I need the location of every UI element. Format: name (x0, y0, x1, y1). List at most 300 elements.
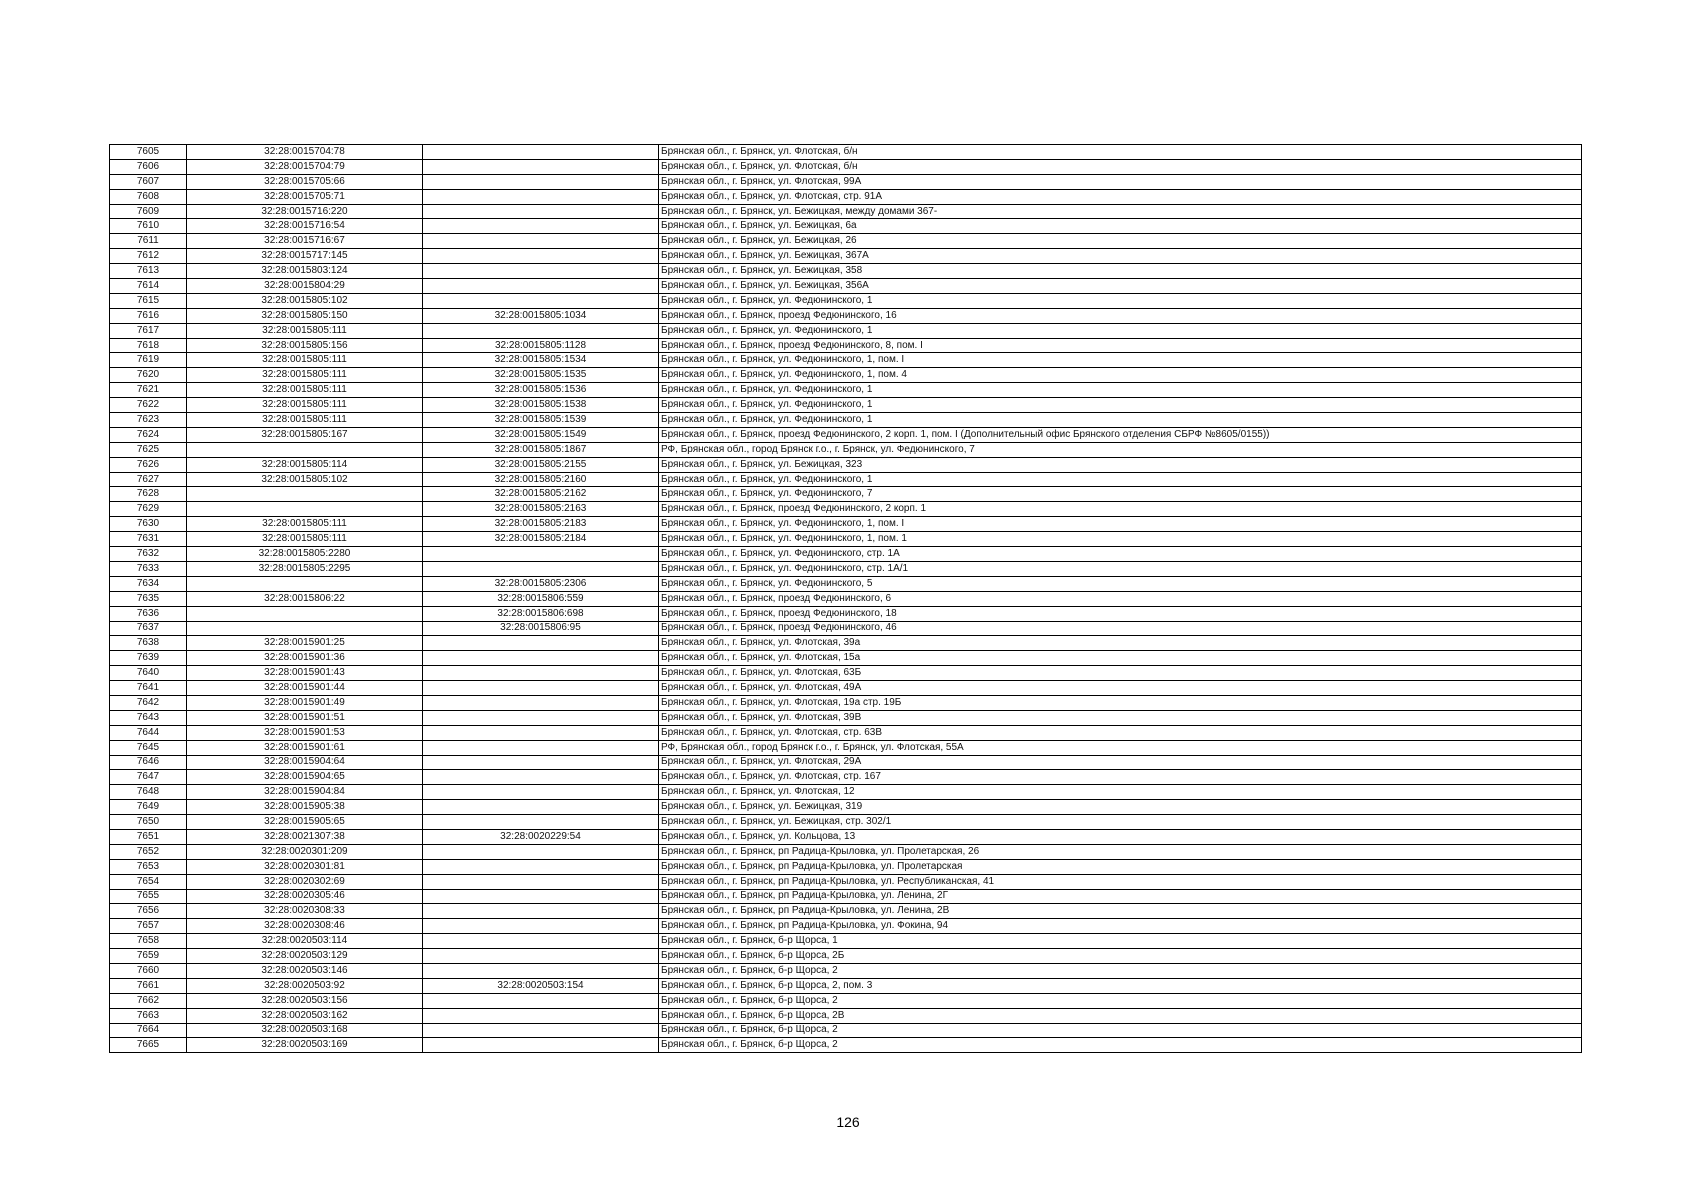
row-number-cell: 7661 (110, 978, 187, 993)
address-cell: Брянская обл., г. Брянск, ул. Флотская, 39В (659, 710, 1582, 725)
address-cell: Брянская обл., г. Брянск, ул. Федюнинского, 1 (659, 323, 1582, 338)
row-number-cell: 7645 (110, 740, 187, 755)
inner-cadastral-number-cell (423, 547, 659, 562)
cadastral-number-cell: 32:28:0015901:49 (187, 695, 423, 710)
row-number-cell: 7659 (110, 949, 187, 964)
cadastral-number-cell (187, 442, 423, 457)
cadastral-number-cell: 32:28:0015805:111 (187, 323, 423, 338)
cadastral-number-cell: 32:28:0015805:167 (187, 427, 423, 442)
inner-cadastral-number-cell (423, 934, 659, 949)
inner-cadastral-number-cell (423, 204, 659, 219)
table-row (110, 308, 1582, 323)
table-row (110, 1023, 1582, 1038)
address-cell: Брянская обл., г. Брянск, ул. Флотская, 29А (659, 755, 1582, 770)
address-cell: Брянская обл., г. Брянск, б-р Щорса, 1 (659, 934, 1582, 949)
row-number-cell: 7624 (110, 427, 187, 442)
inner-cadastral-number-cell (423, 219, 659, 234)
inner-cadastral-number-cell: 32:28:0015805:1535 (423, 368, 659, 383)
row-number-cell: 7621 (110, 383, 187, 398)
cadastral-number-cell: 32:28:0020308:46 (187, 919, 423, 934)
cadastral-number-cell (187, 487, 423, 502)
table-row (110, 532, 1582, 547)
inner-cadastral-number-cell (423, 725, 659, 740)
inner-cadastral-number-cell (423, 859, 659, 874)
inner-cadastral-number-cell: 32:28:0015805:2306 (423, 576, 659, 591)
cadastral-number-cell (187, 502, 423, 517)
cadastral-number-cell: 32:28:0021307:38 (187, 829, 423, 844)
cadastral-number-cell: 32:28:0015901:43 (187, 666, 423, 681)
address-cell: Брянская обл., г. Брянск, ул. Флотская, 39а (659, 636, 1582, 651)
table-row (110, 293, 1582, 308)
inner-cadastral-number-cell: 32:28:0015805:1867 (423, 442, 659, 457)
row-number-cell: 7614 (110, 279, 187, 294)
table-row (110, 234, 1582, 249)
address-cell: Брянская обл., г. Брянск, ул. Федюнинского, стр. 1А/1 (659, 561, 1582, 576)
table-row (110, 353, 1582, 368)
table-body (110, 145, 1582, 1053)
row-number-cell: 7633 (110, 561, 187, 576)
inner-cadastral-number-cell (423, 561, 659, 576)
cadastral-number-cell (187, 606, 423, 621)
cadastral-number-cell: 32:28:0020503:129 (187, 949, 423, 964)
row-number-cell: 7663 (110, 1008, 187, 1023)
inner-cadastral-number-cell: 32:28:0015805:2184 (423, 532, 659, 547)
row-number-cell: 7613 (110, 264, 187, 279)
address-cell: Брянская обл., г. Брянск, проезд Федюнинского, 8, пом. I (659, 338, 1582, 353)
inner-cadastral-number-cell (423, 159, 659, 174)
cadastral-number-cell: 32:28:0015704:79 (187, 159, 423, 174)
address-cell: Брянская обл., г. Брянск, ул. Федюнинского, 1 (659, 472, 1582, 487)
cadastral-number-cell: 32:28:0015805:102 (187, 293, 423, 308)
table-row (110, 919, 1582, 934)
cadastral-number-cell (187, 576, 423, 591)
address-cell: Брянская обл., г. Брянск, ул. Федюнинского, стр. 1А (659, 547, 1582, 562)
row-number-cell: 7639 (110, 651, 187, 666)
address-cell: Брянская обл., г. Брянск, рп Радица-Крыловка, ул. Пролетарская, 26 (659, 844, 1582, 859)
inner-cadastral-number-cell (423, 145, 659, 160)
address-cell: Брянская обл., г. Брянск, ул. Федюнинского, 1, пом. I (659, 353, 1582, 368)
row-number-cell: 7606 (110, 159, 187, 174)
address-cell: Брянская обл., г. Брянск, ул. Флотская, 99А (659, 174, 1582, 189)
inner-cadastral-number-cell (423, 889, 659, 904)
address-cell: Брянская обл., г. Брянск, ул. Федюнинского, 7 (659, 487, 1582, 502)
row-number-cell: 7646 (110, 755, 187, 770)
cadastral-number-cell: 32:28:0015805:111 (187, 517, 423, 532)
address-cell: Брянская обл., г. Брянск, ул. Федюнинского, 5 (659, 576, 1582, 591)
cadastral-number-cell: 32:28:0015805:111 (187, 383, 423, 398)
table-row (110, 159, 1582, 174)
table-row (110, 383, 1582, 398)
table-row (110, 264, 1582, 279)
cadastral-number-cell: 32:28:0015806:22 (187, 591, 423, 606)
table-row (110, 457, 1582, 472)
cadastral-number-cell: 32:28:0015805:102 (187, 472, 423, 487)
table-row (110, 755, 1582, 770)
inner-cadastral-number-cell (423, 1008, 659, 1023)
address-cell: Брянская обл., г. Брянск, ул. Флотская, 63Б (659, 666, 1582, 681)
address-cell: Брянская обл., г. Брянск, б-р Щорса, 2Б (659, 949, 1582, 964)
address-cell: Брянская обл., г. Брянск, ул. Бежицкая, 26 (659, 234, 1582, 249)
table-row (110, 547, 1582, 562)
address-cell: Брянская обл., г. Брянск, ул. Бежицкая, между домами 367- (659, 204, 1582, 219)
inner-cadastral-number-cell (423, 904, 659, 919)
cadastral-number-cell: 32:28:0015805:111 (187, 413, 423, 428)
address-cell: Брянская обл., г. Брянск, ул. Федюнинского, 1 (659, 383, 1582, 398)
cadastral-number-cell: 32:28:0020503:162 (187, 1008, 423, 1023)
row-number-cell: 7665 (110, 1038, 187, 1053)
table-row (110, 829, 1582, 844)
address-cell: Брянская обл., г. Брянск, ул. Флотская, б/н (659, 145, 1582, 160)
table-row (110, 398, 1582, 413)
table-row (110, 681, 1582, 696)
inner-cadastral-number-cell (423, 993, 659, 1008)
address-cell: Брянская обл., г. Брянск, б-р Щорса, 2, пом. 3 (659, 978, 1582, 993)
address-cell: Брянская обл., г. Брянск, ул. Флотская, 19а стр. 19Б (659, 695, 1582, 710)
inner-cadastral-number-cell: 32:28:0015805:2160 (423, 472, 659, 487)
cadastral-number-cell: 32:28:0015901:61 (187, 740, 423, 755)
table-row (110, 636, 1582, 651)
row-number-cell: 7610 (110, 219, 187, 234)
address-cell: Брянская обл., г. Брянск, б-р Щорса, 2 (659, 1023, 1582, 1038)
inner-cadastral-number-cell (423, 1023, 659, 1038)
row-number-cell: 7651 (110, 829, 187, 844)
inner-cadastral-number-cell (423, 681, 659, 696)
cadastral-number-cell: 32:28:0020503:114 (187, 934, 423, 949)
address-cell: Брянская обл., г. Брянск, ул. Бежицкая, стр. 302/1 (659, 815, 1582, 830)
table-row (110, 666, 1582, 681)
table-row (110, 770, 1582, 785)
address-cell: Брянская обл., г. Брянск, проезд Федюнинского, 2 корп. 1 (659, 502, 1582, 517)
row-number-cell: 7640 (110, 666, 187, 681)
address-cell: Брянская обл., г. Брянск, рп Радица-Крыловка, ул. Ленина, 2Г (659, 889, 1582, 904)
row-number-cell: 7618 (110, 338, 187, 353)
inner-cadastral-number-cell (423, 695, 659, 710)
row-number-cell: 7630 (110, 517, 187, 532)
inner-cadastral-number-cell (423, 919, 659, 934)
cadastral-number-cell: 32:28:0015805:111 (187, 368, 423, 383)
inner-cadastral-number-cell: 32:28:0015805:1034 (423, 308, 659, 323)
row-number-cell: 7641 (110, 681, 187, 696)
inner-cadastral-number-cell (423, 1038, 659, 1053)
table-row (110, 249, 1582, 264)
table-row (110, 472, 1582, 487)
address-cell: Брянская обл., г. Брянск, ул. Флотская, 12 (659, 785, 1582, 800)
cadastral-number-cell: 32:28:0020301:81 (187, 859, 423, 874)
table-row (110, 576, 1582, 591)
cadastral-number-cell: 32:28:0015901:53 (187, 725, 423, 740)
address-cell: Брянская обл., г. Брянск, ул. Флотская, стр. 167 (659, 770, 1582, 785)
inner-cadastral-number-cell (423, 755, 659, 770)
table-row (110, 785, 1582, 800)
inner-cadastral-number-cell: 32:28:0015806:698 (423, 606, 659, 621)
row-number-cell: 7631 (110, 532, 187, 547)
row-number-cell: 7632 (110, 547, 187, 562)
inner-cadastral-number-cell (423, 651, 659, 666)
table-row (110, 427, 1582, 442)
row-number-cell: 7655 (110, 889, 187, 904)
row-number-cell: 7629 (110, 502, 187, 517)
cadastral-number-cell: 32:28:0015805:114 (187, 457, 423, 472)
address-cell: Брянская обл., г. Брянск, проезд Федюнинского, 46 (659, 621, 1582, 636)
table-row (110, 591, 1582, 606)
table-row (110, 844, 1582, 859)
inner-cadastral-number-cell (423, 844, 659, 859)
table-row (110, 279, 1582, 294)
cadastral-number-cell: 32:28:0015904:84 (187, 785, 423, 800)
inner-cadastral-number-cell (423, 189, 659, 204)
page-number: 126 (836, 1114, 860, 1130)
table-row (110, 993, 1582, 1008)
inner-cadastral-number-cell: 32:28:0015806:95 (423, 621, 659, 636)
address-cell: Брянская обл., г. Брянск, ул. Федюнинского, 1 (659, 413, 1582, 428)
cadastral-number-cell: 32:28:0015705:71 (187, 189, 423, 204)
cadastral-number-cell: 32:28:0015705:66 (187, 174, 423, 189)
row-number-cell: 7609 (110, 204, 187, 219)
address-cell: Брянская обл., г. Брянск, ул. Бежицкая, 6а (659, 219, 1582, 234)
address-cell: РФ, Брянская обл., город Брянск г.о., г. Брянск, ул. Флотская, 55А (659, 740, 1582, 755)
cadastral-number-cell: 32:28:0015804:29 (187, 279, 423, 294)
row-number-cell: 7623 (110, 413, 187, 428)
row-number-cell: 7636 (110, 606, 187, 621)
row-number-cell: 7642 (110, 695, 187, 710)
cadastral-number-cell: 32:28:0020503:146 (187, 963, 423, 978)
address-cell: Брянская обл., г. Брянск, проезд Федюнинского, 18 (659, 606, 1582, 621)
table-row (110, 710, 1582, 725)
row-number-cell: 7607 (110, 174, 187, 189)
cadastral-number-cell: 32:28:0020503:168 (187, 1023, 423, 1038)
row-number-cell: 7637 (110, 621, 187, 636)
row-number-cell: 7644 (110, 725, 187, 740)
cadastral-number-cell: 32:28:0015905:65 (187, 815, 423, 830)
address-cell: Брянская обл., г. Брянск, ул. Федюнинского, 1 (659, 398, 1582, 413)
inner-cadastral-number-cell (423, 800, 659, 815)
inner-cadastral-number-cell: 32:28:0015805:2163 (423, 502, 659, 517)
cadastral-number-cell: 32:28:0015716:54 (187, 219, 423, 234)
table-row (110, 442, 1582, 457)
table-row (110, 189, 1582, 204)
table-row (110, 978, 1582, 993)
address-cell: Брянская обл., г. Брянск, проезд Федюнинского, 2 корп. 1, пом. I (Дополнительный офис Брянского отделения СБРФ №8605/0155)) (659, 427, 1582, 442)
table-row (110, 695, 1582, 710)
address-cell: Брянская обл., г. Брянск, ул. Бежицкая, 319 (659, 800, 1582, 815)
table-row (110, 413, 1582, 428)
cadastral-number-cell: 32:28:0015905:38 (187, 800, 423, 815)
row-number-cell: 7627 (110, 472, 187, 487)
inner-cadastral-number-cell: 32:28:0020503:154 (423, 978, 659, 993)
address-cell: Брянская обл., г. Брянск, б-р Щорса, 2 (659, 993, 1582, 1008)
row-number-cell: 7611 (110, 234, 187, 249)
inner-cadastral-number-cell (423, 323, 659, 338)
row-number-cell: 7643 (110, 710, 187, 725)
row-number-cell: 7628 (110, 487, 187, 502)
table-row (110, 323, 1582, 338)
address-cell: РФ, Брянская обл., город Брянск г.о., г. Брянск, ул. Федюнинского, 7 (659, 442, 1582, 457)
address-cell: Брянская обл., г. Брянск, ул. Флотская, б/н (659, 159, 1582, 174)
address-cell: Брянская обл., г. Брянск, проезд Федюнинского, 6 (659, 591, 1582, 606)
row-number-cell: 7620 (110, 368, 187, 383)
row-number-cell: 7652 (110, 844, 187, 859)
row-number-cell: 7653 (110, 859, 187, 874)
cadastral-number-cell: 32:28:0020503:169 (187, 1038, 423, 1053)
cadastral-number-cell: 32:28:0015901:25 (187, 636, 423, 651)
cadastral-number-cell: 32:28:0015904:64 (187, 755, 423, 770)
address-cell: Брянская обл., г. Брянск, рп Радица-Крыловка, ул. Пролетарская (659, 859, 1582, 874)
table-row (110, 338, 1582, 353)
cadastral-number-cell: 32:28:0015805:2295 (187, 561, 423, 576)
table-row (110, 145, 1582, 160)
address-cell: Брянская обл., г. Брянск, ул. Бежицкая, 356А (659, 279, 1582, 294)
inner-cadastral-number-cell (423, 279, 659, 294)
cadastral-number-cell: 32:28:0015805:150 (187, 308, 423, 323)
inner-cadastral-number-cell: 32:28:0015805:1549 (423, 427, 659, 442)
inner-cadastral-number-cell (423, 174, 659, 189)
address-cell: Брянская обл., г. Брянск, ул. Флотская, стр. 63В (659, 725, 1582, 740)
table-row (110, 517, 1582, 532)
property-register-table (109, 144, 1582, 1053)
address-cell: Брянская обл., г. Брянск, б-р Щорса, 2В (659, 1008, 1582, 1023)
address-cell: Брянская обл., г. Брянск, ул. Бежицкая, 323 (659, 457, 1582, 472)
table-row (110, 889, 1582, 904)
address-cell: Брянская обл., г. Брянск, ул. Флотская, 49А (659, 681, 1582, 696)
address-cell: Брянская обл., г. Брянск, ул. Федюнинского, 1, пом. 1 (659, 532, 1582, 547)
address-cell: Брянская обл., г. Брянск, ул. Бежицкая, 367А (659, 249, 1582, 264)
row-number-cell: 7622 (110, 398, 187, 413)
row-number-cell: 7647 (110, 770, 187, 785)
row-number-cell: 7654 (110, 874, 187, 889)
row-number-cell: 7612 (110, 249, 187, 264)
inner-cadastral-number-cell (423, 963, 659, 978)
row-number-cell: 7625 (110, 442, 187, 457)
inner-cadastral-number-cell: 32:28:0015805:2183 (423, 517, 659, 532)
inner-cadastral-number-cell (423, 785, 659, 800)
row-number-cell: 7626 (110, 457, 187, 472)
row-number-cell: 7658 (110, 934, 187, 949)
address-cell: Брянская обл., г. Брянск, ул. Федюнинского, 1 (659, 293, 1582, 308)
inner-cadastral-number-cell (423, 949, 659, 964)
address-cell: Брянская обл., г. Брянск, ул. Федюнинского, 1, пом. I (659, 517, 1582, 532)
cadastral-number-cell: 32:28:0015901:36 (187, 651, 423, 666)
address-cell: Брянская обл., г. Брянск, ул. Флотская, стр. 91А (659, 189, 1582, 204)
row-number-cell: 7664 (110, 1023, 187, 1038)
inner-cadastral-number-cell: 32:28:0015805:1128 (423, 338, 659, 353)
inner-cadastral-number-cell: 32:28:0020229:54 (423, 829, 659, 844)
address-cell: Брянская обл., г. Брянск, рп Радица-Крыловка, ул. Республиканская, 41 (659, 874, 1582, 889)
table-row (110, 621, 1582, 636)
row-number-cell: 7605 (110, 145, 187, 160)
table-row (110, 934, 1582, 949)
inner-cadastral-number-cell: 32:28:0015805:1538 (423, 398, 659, 413)
inner-cadastral-number-cell (423, 666, 659, 681)
cadastral-number-cell: 32:28:0015803:124 (187, 264, 423, 279)
row-number-cell: 7619 (110, 353, 187, 368)
cadastral-number-cell: 32:28:0020308:33 (187, 904, 423, 919)
cadastral-number-cell: 32:28:0015901:44 (187, 681, 423, 696)
table-row (110, 487, 1582, 502)
table-row (110, 219, 1582, 234)
inner-cadastral-number-cell: 32:28:0015805:1539 (423, 413, 659, 428)
inner-cadastral-number-cell: 32:28:0015805:1534 (423, 353, 659, 368)
cadastral-number-cell: 32:28:0015805:111 (187, 353, 423, 368)
row-number-cell: 7649 (110, 800, 187, 815)
table-row (110, 502, 1582, 517)
cadastral-number-cell: 32:28:0015805:111 (187, 398, 423, 413)
row-number-cell: 7616 (110, 308, 187, 323)
inner-cadastral-number-cell (423, 264, 659, 279)
row-number-cell: 7608 (110, 189, 187, 204)
cadastral-number-cell: 32:28:0015901:51 (187, 710, 423, 725)
table-row (110, 651, 1582, 666)
cadastral-number-cell: 32:28:0020305:46 (187, 889, 423, 904)
table-row (110, 606, 1582, 621)
row-number-cell: 7617 (110, 323, 187, 338)
address-cell: Брянская обл., г. Брянск, рп Радица-Крыловка, ул. Ленина, 2В (659, 904, 1582, 919)
row-number-cell: 7656 (110, 904, 187, 919)
inner-cadastral-number-cell: 32:28:0015805:2155 (423, 457, 659, 472)
table-row (110, 963, 1582, 978)
cadastral-number-cell: 32:28:0020503:156 (187, 993, 423, 1008)
inner-cadastral-number-cell (423, 636, 659, 651)
table-row (110, 561, 1582, 576)
address-cell: Брянская обл., г. Брянск, ул. Флотская, 15а (659, 651, 1582, 666)
cadastral-number-cell: 32:28:0015805:156 (187, 338, 423, 353)
table-row (110, 174, 1582, 189)
inner-cadastral-number-cell (423, 234, 659, 249)
address-cell: Брянская обл., г. Брянск, рп Радица-Крыловка, ул. Фокина, 94 (659, 919, 1582, 934)
table-row (110, 368, 1582, 383)
cadastral-number-cell: 32:28:0015716:67 (187, 234, 423, 249)
address-cell: Брянская обл., г. Брянск, ул. Кольцова, 13 (659, 829, 1582, 844)
table-row (110, 725, 1582, 740)
inner-cadastral-number-cell (423, 249, 659, 264)
table-row (110, 904, 1582, 919)
row-number-cell: 7635 (110, 591, 187, 606)
inner-cadastral-number-cell (423, 710, 659, 725)
inner-cadastral-number-cell (423, 740, 659, 755)
cadastral-number-cell: 32:28:0020301:209 (187, 844, 423, 859)
cadastral-number-cell: 32:28:0020503:92 (187, 978, 423, 993)
inner-cadastral-number-cell (423, 874, 659, 889)
inner-cadastral-number-cell: 32:28:0015805:1536 (423, 383, 659, 398)
row-number-cell: 7650 (110, 815, 187, 830)
cadastral-number-cell: 32:28:0015805:111 (187, 532, 423, 547)
address-cell: Брянская обл., г. Брянск, ул. Федюнинского, 1, пом. 4 (659, 368, 1582, 383)
address-cell: Брянская обл., г. Брянск, проезд Федюнинского, 16 (659, 308, 1582, 323)
address-cell: Брянская обл., г. Брянск, б-р Щорса, 2 (659, 1038, 1582, 1053)
table-row (110, 949, 1582, 964)
address-cell: Брянская обл., г. Брянск, б-р Щорса, 2 (659, 963, 1582, 978)
row-number-cell: 7615 (110, 293, 187, 308)
inner-cadastral-number-cell (423, 293, 659, 308)
inner-cadastral-number-cell: 32:28:0015806:559 (423, 591, 659, 606)
table-row (110, 859, 1582, 874)
table-row (110, 1038, 1582, 1053)
row-number-cell: 7657 (110, 919, 187, 934)
cadastral-number-cell (187, 621, 423, 636)
row-number-cell: 7662 (110, 993, 187, 1008)
inner-cadastral-number-cell (423, 770, 659, 785)
table-row (110, 740, 1582, 755)
cadastral-number-cell: 32:28:0020302:69 (187, 874, 423, 889)
address-cell: Брянская обл., г. Брянск, ул. Бежицкая, 358 (659, 264, 1582, 279)
row-number-cell: 7638 (110, 636, 187, 651)
inner-cadastral-number-cell: 32:28:0015805:2162 (423, 487, 659, 502)
cadastral-number-cell: 32:28:0015805:2280 (187, 547, 423, 562)
cadastral-number-cell: 32:28:0015716:220 (187, 204, 423, 219)
inner-cadastral-number-cell (423, 815, 659, 830)
table-row (110, 874, 1582, 889)
table-row (110, 815, 1582, 830)
table-row (110, 204, 1582, 219)
